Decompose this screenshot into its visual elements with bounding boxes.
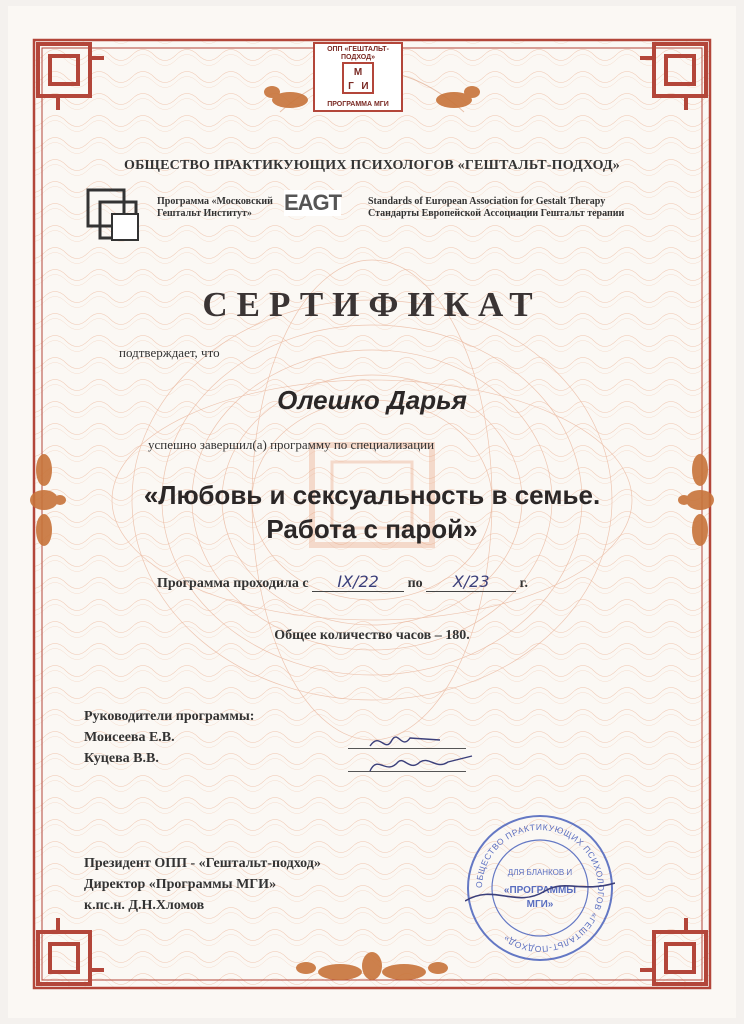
mgi-program-caption — [157, 196, 273, 220]
signature-2 — [370, 756, 472, 771]
president-line3: к.пс.н. Д.Н.Хломов — [84, 898, 205, 913]
logo-top-text: ОПП «ГЕШТАЛЬТ-ПОДХОД» — [327, 46, 389, 61]
stamp-ring-text: ОБЩЕСТВО ПРАКТИКУЮЩИХ ПСИХОЛОГОВ «ГЕШТАЛЬТ-ПОДХОД» — [473, 821, 607, 955]
leader-name-1: Моисеева Е.В. — [84, 730, 175, 745]
program-name-line2: Работа с парой» — [266, 514, 478, 544]
society-title: ОБЩЕСТВО ПРАКТИКУЮЩИХ ПСИХОЛОГОВ «ГЕШТАЛЬТ-ПОДХОД» — [124, 158, 620, 173]
mgi-monogram-icon — [342, 62, 374, 94]
monogram-letter-g: Г — [348, 81, 354, 92]
period-suffix: г. — [519, 576, 528, 591]
eagt-standards-ru: Стандарты Европейской Ассоциации Гештальт терапии — [368, 208, 625, 219]
president-line1: Президент ОПП - «Гештальт-подход» — [84, 856, 321, 871]
opp-mgi-logo — [313, 42, 403, 112]
certificate-title: СЕРТИФИКАТ — [202, 285, 542, 324]
program-name — [60, 478, 684, 546]
leaders-heading: Руководители программы: — [84, 709, 255, 724]
period-prefix: Программа проходила с — [157, 576, 309, 591]
mgi-program-line2: Гештальт Институт» — [157, 208, 252, 219]
confirms-text: подтверждает, что — [119, 345, 220, 360]
program-period — [157, 572, 528, 592]
program-leaders — [84, 706, 254, 769]
recipient-name: Олешко Дарья — [277, 385, 467, 415]
president-block — [84, 853, 321, 916]
logo-bottom-text: ПРОГРАММА МГИ — [327, 101, 389, 108]
total-hours: Общее количество часов – 180. — [274, 628, 470, 643]
period-start-date: IX/22 — [312, 572, 404, 592]
stamp-center-line2: «ПРОГРАММЫ — [503, 885, 577, 896]
stamp-center-line1: ДЛЯ БЛАНКОВ И — [507, 868, 573, 877]
eagt-logo: EAGT — [284, 190, 342, 215]
period-end-date: X/23 — [426, 572, 516, 592]
signature-1 — [370, 737, 440, 746]
eagt-standards-caption — [368, 196, 624, 220]
monogram-letter-m: М — [353, 67, 363, 78]
eagt-standards-en: Standards of European Association for Gestalt Therapy — [368, 196, 606, 207]
completed-text: успешно завершил(а) программу по специализации — [148, 437, 435, 452]
program-name-line1: «Любовь и сексуальность в семье. — [143, 480, 601, 510]
leader-signatures — [340, 726, 480, 786]
official-stamp — [465, 813, 615, 963]
period-middle: по — [407, 576, 423, 591]
president-line2: Директор «Программы МГИ» — [84, 877, 277, 892]
mgi-program-line1: Программа «Московский — [157, 196, 273, 207]
stamp-center-line3: МГИ» — [526, 899, 554, 910]
monogram-letter-i: И — [361, 81, 369, 92]
leader-name-2: Куцева В.В. — [84, 751, 159, 766]
